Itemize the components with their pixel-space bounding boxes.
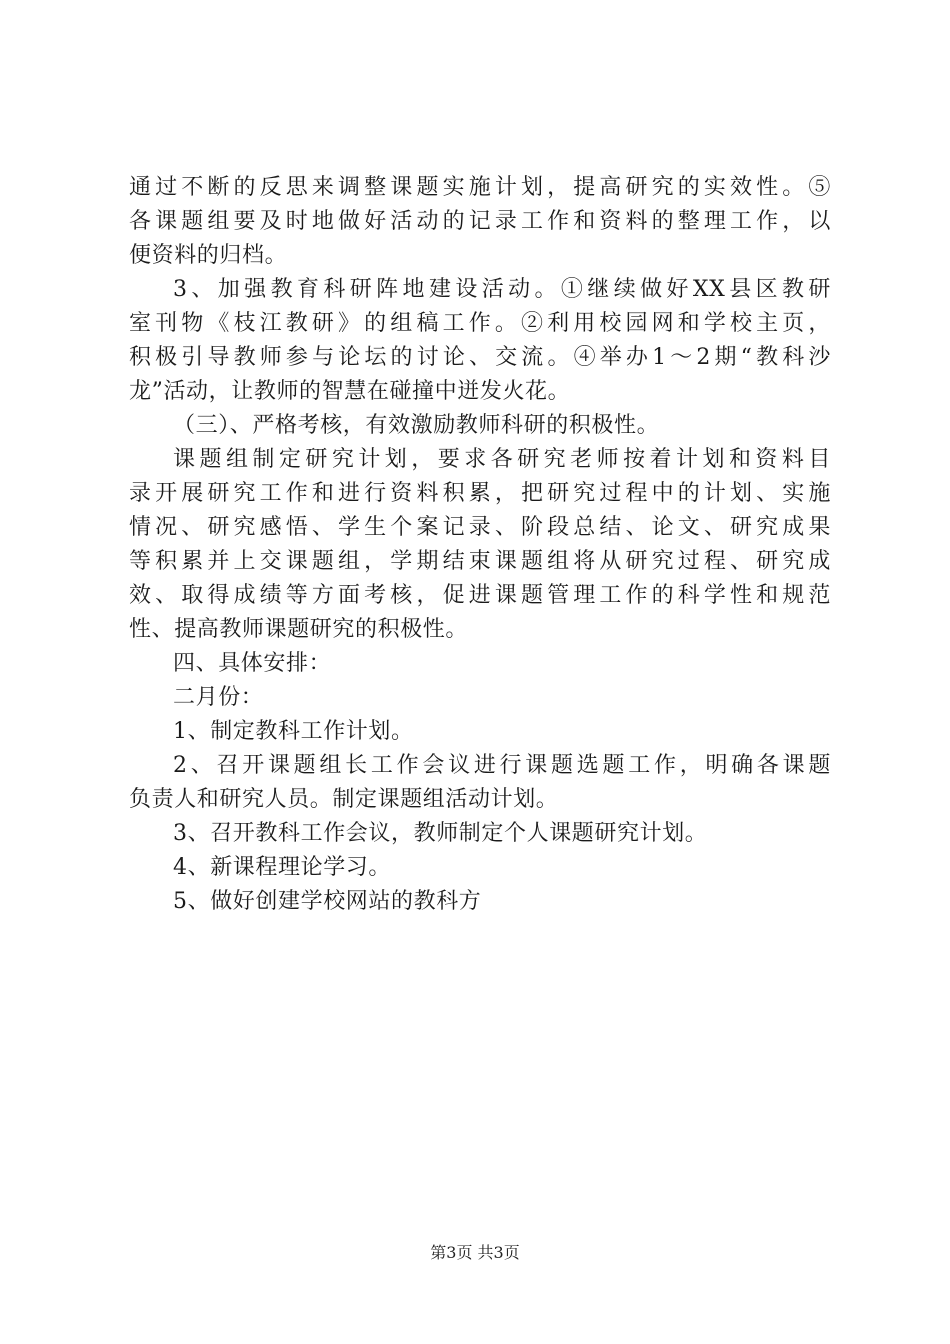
text-line: 3、加强教育科研阵地建设活动。①继续做好XX县区教研 [173, 277, 831, 302]
text-line: 等积累并上交课题组，学期结束课题组将从研究过程、研究成 [129, 549, 831, 574]
text-line: 情况、研究感悟、学生个案记录、阶段总结、论文、研究成果 [129, 515, 831, 540]
text-line: 龙”活动，让教师的智慧在碰撞中迸发火花。 [129, 379, 571, 404]
section-heading: 四、具体安排： [173, 651, 332, 676]
text-line: 效、取得成绩等方面考核，促进课题管理工作的科学性和规范 [129, 583, 831, 608]
text-line: 性、提高教师课题研究的积极性。 [129, 617, 469, 642]
month-heading: 二月份： [173, 685, 264, 710]
page-footer [0, 1243, 950, 1263]
text-line: 通过不断的反思来调整课题实施计划，提高研究的实效性。⑤ [129, 175, 831, 200]
text-line: 室刊物《枝江教研》的组稿工作。②利用校园网和学校主页， [129, 311, 831, 336]
page-number-label: 第3页 共3页 [430, 1243, 520, 1262]
text-line: 录开展研究工作和进行资料积累，把研究过程中的计划、实施 [129, 481, 831, 506]
section-heading: （三）、严格考核，有效激励教师科研的积极性。 [173, 413, 660, 438]
list-item: 4、新课程理论学习。 [173, 855, 391, 880]
list-item: 3、召开教科工作会议，教师制定个人课题研究计划。 [173, 821, 708, 846]
list-item: 1、制定教科工作计划。 [173, 719, 414, 744]
list-item: 2、召开课题组长工作会议进行课题选题工作，明确各课题 [173, 753, 831, 778]
text-line: 便资料的归档。 [129, 243, 288, 268]
document-body [129, 171, 831, 919]
text-line: 各课题组要及时地做好活动的记录工作和资料的整理工作，以 [129, 209, 831, 234]
text-line: 课题组制定研究计划，要求各研究老师按着计划和资料目 [173, 447, 831, 472]
list-item: 5、做好创建学校网站的教科方 [173, 889, 482, 914]
text-line: 积极引导教师参与论坛的讨论、交流。④举办1～2期“教科沙 [129, 345, 831, 370]
text-line: 负责人和研究人员。制定课题组活动计划。 [129, 787, 559, 812]
